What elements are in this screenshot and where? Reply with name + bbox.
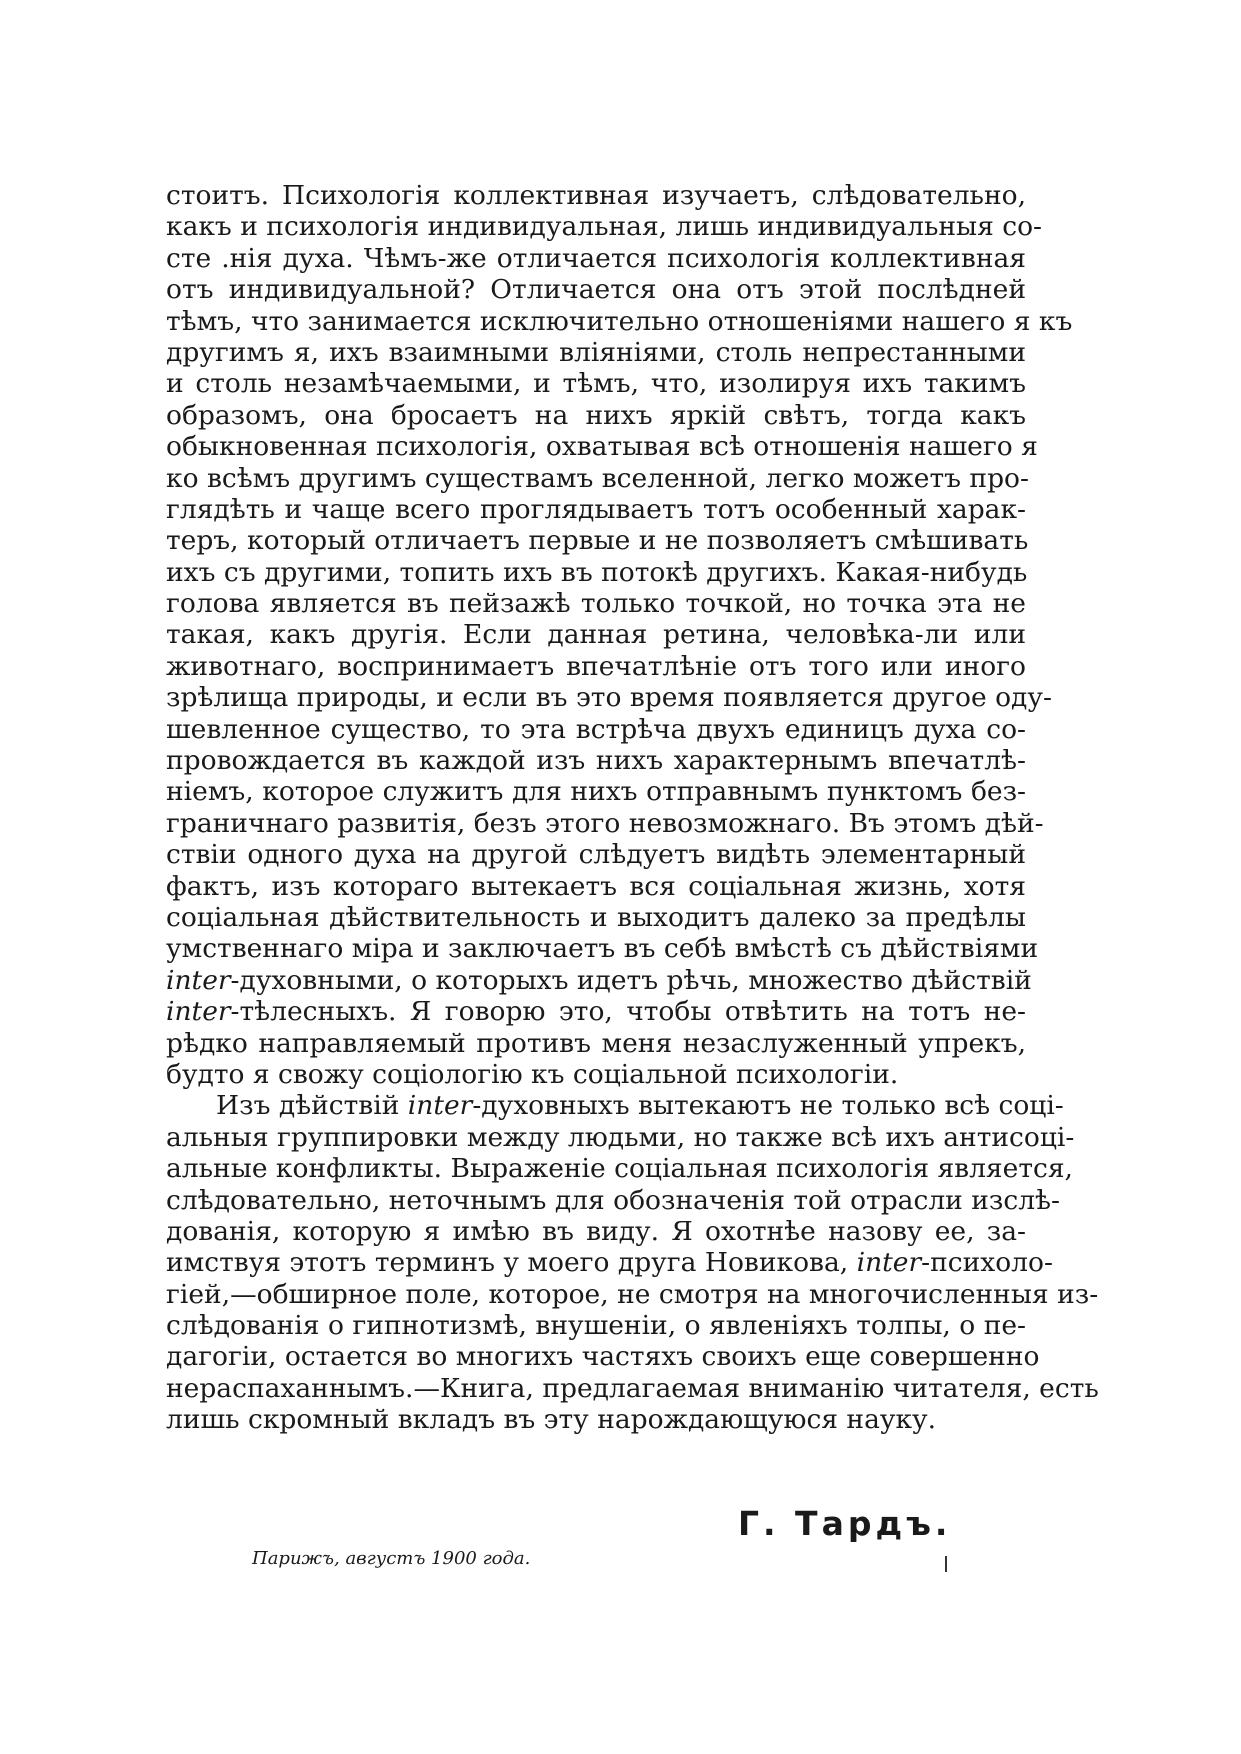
text-line: слѣдованія о гипнотизмѣ, внушеніи, о явленіяхъ толпы, о пе- <box>166 1310 1026 1342</box>
text-line: обыкновенная психологія, охватывая всѣ отношенія нашего я <box>166 431 1038 463</box>
text-line <box>166 1247 1053 1279</box>
author-signature: Г. Тардъ. <box>738 1504 952 1543</box>
text-line: альные конфликты. Выраженіе соціальная психологія является, <box>166 1153 1073 1185</box>
text-line: теръ, который отличаетъ первые и не позволяетъ смѣшивать <box>166 525 1029 557</box>
text-segment: -духовныхъ вытекаютъ не только всѣ соці- <box>472 1090 1064 1122</box>
text-line: соціальная дѣйствительность и выходитъ далеко за предѣлы <box>166 901 1026 933</box>
text-line: ніемъ, которое служитъ для нихъ отправнымъ пунктомъ без- <box>166 776 1026 808</box>
text-line: какъ и психологія индивидуальная, лишь индивидуальныя со- <box>166 211 1043 243</box>
text-line: граничнаго развитія, безъ этого невозможнаго. Въ этомъ дѣй- <box>166 807 1044 839</box>
text-line: сте .нія духа. Чѣмъ-же отличается психологія коллективная <box>166 242 1026 274</box>
text-line: голова является въ пейзажѣ только точкой, но точка эта не <box>166 588 1026 620</box>
text-line <box>166 1090 1064 1122</box>
text-line: стоитъ. Психологія коллективная изучаетъ, слѣдовательно, <box>166 180 1026 211</box>
preface-text <box>166 180 1099 1436</box>
text-line: фактъ, изъ котораго вытекаетъ вся соціальная жизнь, хотя <box>166 870 1026 902</box>
text-line: умственнаго міра и заключаетъ въ себѣ вмѣстѣ съ дѣйствіями <box>166 933 1039 965</box>
text-line: провождается въ каждой изъ нихъ характернымъ впечатлѣ- <box>166 745 1026 777</box>
text-line <box>166 996 1026 1027</box>
text-line: ствіи одного духа на другой слѣдуетъ видѣть элементарный <box>166 839 1026 871</box>
text-line: слѣдовательно, неточнымъ для обозначенія той отрасли изслѣ- <box>166 1184 1060 1216</box>
text-line: глядѣть и чаще всего проглядываетъ тотъ особенный харак- <box>166 493 1026 525</box>
place-date: Парижъ, августъ 1900 года. <box>252 1548 531 1569</box>
text-segment: -духовными, о которыхъ идетъ рѣчь, множество дѣйствій <box>230 964 1032 996</box>
text-line: гіей,—обширное поле, которое, не смотря на многочисленныя из- <box>166 1278 1099 1310</box>
text-line: альныя группировки между людьми, но также всѣ ихъ антисоці- <box>166 1121 1075 1153</box>
text-line: будто я свожу соціологію къ соціальной психологіи. <box>166 1058 899 1090</box>
text-line: животнаго, воспринимаетъ впечатлѣніе отъ того или иного <box>166 650 1026 682</box>
text-line <box>166 964 1032 996</box>
text-line: образомъ, она бросаетъ на нихъ яркій свѣтъ, тогда какъ <box>166 399 1026 431</box>
text-line: такая, какъ другія. Если данная ретина, человѣка-ли или <box>166 619 1026 651</box>
italic-term: inter <box>166 964 231 996</box>
text-segment: имствуя этотъ терминъ у моего друга Новикова, <box>166 1247 857 1279</box>
text-segment: -психоло- <box>921 1247 1053 1279</box>
stray-mark <box>945 1556 947 1572</box>
text-segment: Изъ дѣйствій <box>216 1090 408 1122</box>
text-line: лишь скромный вкладъ въ эту нарождающуюся науку. <box>166 1404 937 1436</box>
text-line: ихъ съ другими, топить ихъ въ потокѣ другихъ. Какая-нибудь <box>166 556 1028 588</box>
text-line: шевленное существо, то эта встрѣча двухъ единицъ духа со- <box>166 713 1026 745</box>
italic-term: inter <box>166 996 231 1028</box>
text-line: зрѣлища природы, и если въ это время появляется другое оду- <box>166 682 1052 714</box>
italic-term: inter <box>407 1090 473 1122</box>
text-line: тѣмъ, что занимается исключительно отношеніями нашего я къ <box>166 305 1073 337</box>
text-line: нераспаханнымъ.—Книга, предлагаемая вниманію читателя, есть <box>166 1372 1099 1404</box>
italic-term: inter <box>856 1247 922 1279</box>
text-line: дагогіи, остается во многихъ частяхъ своихъ еще совершенно <box>166 1341 1040 1373</box>
text-line: рѣдко направляемый противъ меня незаслуженный упрекъ, <box>166 1027 1026 1059</box>
text-line: и столь незамѣчаемыми, и тѣмъ, что, изолируя ихъ такимъ <box>166 368 1026 400</box>
text-line: ко всѣмъ другимъ существамъ вселенной, легко можетъ про- <box>166 462 1029 494</box>
text-line: другимъ я, ихъ взаимными вліяніями, столь непрестанными <box>166 336 1026 368</box>
text-line: отъ индивидуальной? Отличается она отъ этой послѣдней <box>166 274 1026 306</box>
text-segment: -тѣлесныхъ. Я говорю это, чтобы отвѣтить на тотъ не- <box>230 996 1026 1028</box>
text-line: дованія, которую я имѣю въ виду. Я охотнѣе назову ее, за- <box>166 1215 1026 1247</box>
